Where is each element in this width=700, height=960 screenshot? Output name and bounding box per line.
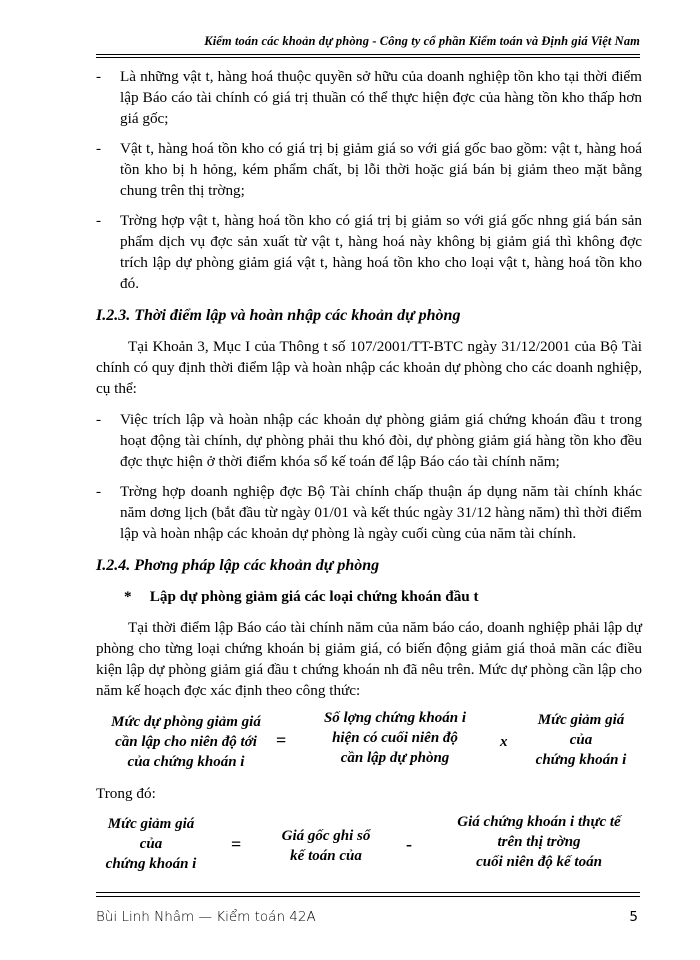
bullet-item: - Việc trích lập và hoàn nhập các khoản dự phòng giảm giá chứng khoán đầu t trong hoạt động tài chính, dự phòng phải thu khó đòi, dự phòng giảm giá hàng tồn kho đều đợc thực hiện ở thời điểm khóa sổ kế toán để lập Báo cáo tài chính năm;: [96, 411, 642, 470]
main-text: [96, 66, 642, 711]
sub-heading: * Lập dự phòng giảm giá các loại chứng khoán đầu t: [124, 588, 479, 605]
footer-author: Bùi Linh Nhâm — Kiểm toán 42A: [96, 909, 316, 925]
section-paragraph: Tại thời điểm lập Báo cáo tài chính năm của năm báo cáo, doanh nghiệp phải lập dự phòng cho từng loại chứng khoán bị giảm giá, có biến động giảm giá thoả mãn các điều kiện lập dự phòng giảm giá đầu t chứng khoán nh đã nêu trên. Mức dự phòng cần lập cho năm kế hoạch đợc xác định theo công thức:: [96, 619, 642, 699]
footer-rule: [96, 896, 640, 897]
section-heading-1-2-3: I.2.3. Thời điểm lập và hoàn nhập các khoản dự phòng: [96, 307, 461, 324]
bullet-dash: -: [96, 411, 102, 428]
header-rule-thin: [96, 57, 640, 58]
bullet-item: - Vật t, hàng hoá tồn kho có giá trị bị giảm giá so với giá gốc bao gồm: vật t, hàng hoá tồn kho bị h hỏng, kém phẩm chất, bị lỗi thời hoặc giá bán bị giảm theo mặt bằng chung trên thị trờng;: [96, 140, 642, 199]
multiply-sign: x: [500, 734, 508, 750]
minus-sign: -: [406, 834, 412, 854]
bullet-item: - Trờng hợp doanh nghiệp đợc Bộ Tài chính chấp thuận áp dụng năm tài chính khác năm dơng lịch (bắt đầu từ ngày 01/01 và kết thúc ngày 31/12 hàng năm) thì thời điểm lập và hoàn nhập các khoản dự phòng là ngày cuối cùng của năm tài chính.: [96, 483, 642, 542]
section-intro: Tại Khoản 3, Mục I của Thông t số 107/2001/TT-BTC ngày 31/12/2001 của Bộ Tài chính có quy định thời điểm lập và hoàn nhập các khoản dự phòng cho các doanh nghiệp, cụ thể:: [96, 338, 642, 397]
bullet-dash: -: [96, 483, 102, 500]
equals-sign: =: [276, 730, 287, 750]
formula-term-decline: Mức giảm giá của chứng khoán i: [535, 712, 627, 768]
formula-lhs: Mức dự phòng giảm giá cần lập cho niên độ tới của chứng khoán i: [111, 714, 261, 770]
section-heading-1-2-4: I.2.4. Phơng pháp lập các khoản dự phòng: [96, 557, 380, 574]
page-number: 5: [629, 909, 638, 925]
equals-sign: =: [231, 834, 242, 854]
formula2-lhs: Mức giảm giá của chứng khoán i: [105, 816, 197, 872]
running-header: Kiểm toán các khoản dự phòng - Công ty cổ phần Kiểm toán và Định giá Việt Nam: [204, 34, 640, 48]
formula-decline: [96, 810, 642, 874]
header-rule: [96, 54, 640, 55]
bullet-dash: -: [96, 212, 102, 229]
bullet-item: - Là những vật t, hàng hoá thuộc quyền sở hữu của doanh nghiệp tồn kho tại thời điểm lập Báo cáo tài chính có giá trị thuần có thể thực hiện đợc của hàng tồn kho thấp hơn giá gốc;: [96, 68, 642, 127]
formula-provision: [96, 708, 642, 770]
formula2-term-market-price: Giá chứng khoán i thực tế trên thị trờng cuối niên độ kế toán: [457, 814, 621, 870]
bullet-dash: -: [96, 140, 102, 157]
bullet-dash: -: [96, 68, 102, 85]
trong-do-label: Trong đó:: [96, 785, 156, 802]
asterisk-marker: *: [124, 588, 132, 605]
bullet-item: - Trờng hợp vật t, hàng hoá tồn kho có giá trị bị giảm so với giá gốc nhng giá bán sản phẩm dịch vụ đợc sản xuất từ vật t, hàng hoá này không bị giảm giá thì không đợc trích lập dự phòng giảm giá vật t, hàng hoá tồn kho cho loại vật t, hàng hoá tồn kho đó.: [96, 212, 642, 292]
formula2-term-book-value: Giá gốc ghi sổ kế toán của: [281, 828, 371, 864]
footer-rule-thin: [96, 892, 640, 893]
formula-term-quantity: Số lợng chứng khoán i hiện có cuối niên độ cần lập dự phòng: [323, 710, 467, 766]
